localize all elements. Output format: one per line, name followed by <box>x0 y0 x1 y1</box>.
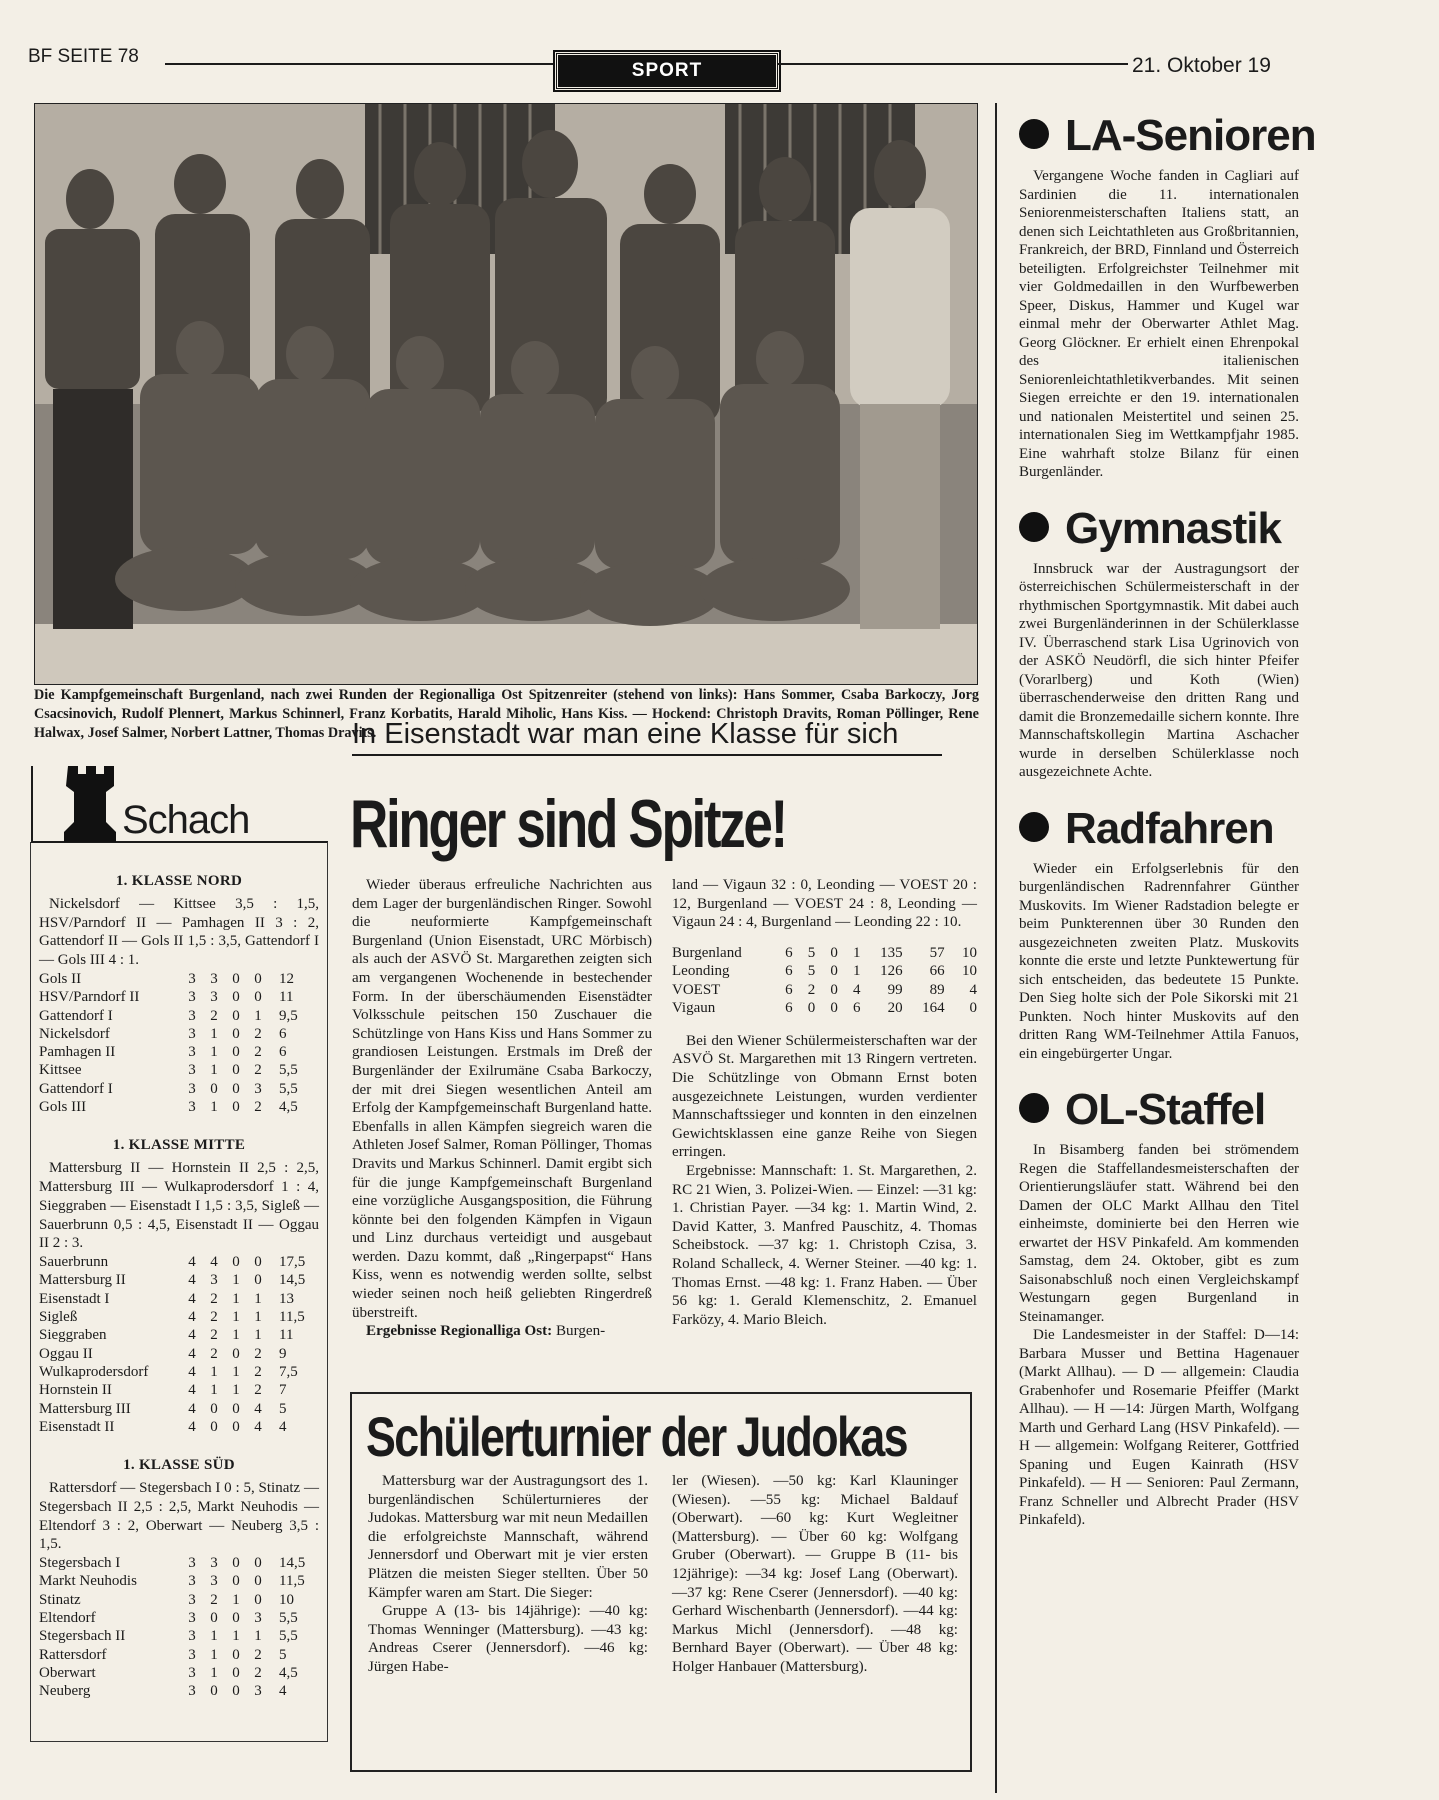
ringer-kicker: In Eisenstadt war man eine Klasse für sich <box>352 718 899 750</box>
table-cell: 2 <box>254 1345 262 1362</box>
table-cell: 1 <box>210 1025 218 1042</box>
table-cell: 5,5 <box>279 1628 298 1645</box>
la-senioren-title <box>1019 111 1439 161</box>
team-name: Eltendorf <box>39 1609 96 1626</box>
ringer-results: land — Vigaun 32 : 0, Leonding — VOEST 20 : 12, Burgenland — VOEST 24 : 8, Leonding — Vigaun 24 : 4, Burgenland — Leonding 22 : 10. <box>672 877 977 931</box>
judo-results: ler (Wiesen). —50 kg: Karl Klauninger (Wiesen). —55 kg: Michael Baldauf (Oberwart). —60 kg: Kurt Wegleitner (Mattersburg). — Über 60 kg: Wolfgang Gruber (Oberwart). — Gruppe B (11- bis 12jährige): —34 kg: Josef Lang (Oberwart). —37 kg: Rene Cserer (Jennersdorf). —40 kg: Gerhard Wischenbarth (Jennersdorf). —44 kg: Markus Michl (Jennersdorf). —48 kg: Bernhard Bayer (Oberwart). — Über 48 kg: Holger Hanbauer (Mattersburg). <box>672 1473 958 1675</box>
schach-column <box>30 842 328 1742</box>
table-cell: 0 <box>254 970 262 987</box>
table-cell: 0 <box>830 1000 838 1017</box>
table-cell: 4 <box>188 1382 196 1399</box>
table-cell: 57 <box>929 944 945 961</box>
team-name: Gattendorf I <box>39 1080 113 1097</box>
table-cell: 1 <box>210 1664 218 1681</box>
table-cell: 4 <box>188 1290 196 1307</box>
table-cell: 2 <box>254 1025 262 1042</box>
ringer-column-1 <box>352 876 652 1341</box>
table-cell: 4 <box>254 1400 262 1417</box>
table-cell: 0 <box>254 989 262 1006</box>
bullet-icon <box>1019 1093 1049 1123</box>
photo-caption: Die Kampfgemeinschaft Burgenland, nach zwei Runden der Regionalliga Ost Spitzenreiter (stehend von links): Hans Sommer, Csaba Barkoczy, Jorg Csacsinovich, Rudolf Plennert, Markus Schinnerl, Franz Korbatits, Harald Miholic, Hans Kiss. — Hockend: Christoph Dravits, Roman Pöllinger, Rene Halwax, Josef Salmer, Norbert Lattner, Thomas Dravits. <box>34 687 979 741</box>
table-cell: 126 <box>880 963 903 980</box>
table-cell: 0 <box>232 1573 240 1590</box>
ol-staffel-title <box>1019 1085 1439 1135</box>
table-cell: 5 <box>279 1400 287 1417</box>
table-row <box>39 1007 319 1025</box>
table-row <box>39 1572 319 1590</box>
ringer-body: Wieder überaus erfreuliche Nachrichten aus dem Lager der burgenländischen Ringer. Sowohl die neuformierte Kampfgemeinschaft Burgenland (Union Eisenstadt, URC Mörbisch) als auch der ASVÖ St. Margarethen zeigten sich am vergangenen Wochenende in bestechender Form. In der überschäumenden Eisenstädter Volksschule peitschen 150 Zuschauer die Schützlinge von Hans Kiss und Hans Sommer zu grandiosen Leistungen. Erstmals im Dreß der Burgenländer der Exilrumäne Csaba Barkoczy, der mit drei Siegen wesentlichen Anteil am Erfolg der Kampfgemeinschaft Burgenland hatte. Ebenfalls in allen Kämpfen siegreich waren die Athleten Josef Salmer, Roman Pöllinger, Thomas Dravits und Markus Schinnerl. Damit ergibt sich für die junge Kampfgemeinschaft Burgenland eine vorzügliche Ausgangsposition, die Führung könnte bei den folgenden Kämpfen in Vigaun und Linz durchaus verteidigt und ausgebaut werden. Dazu kommt, daß „Ringerpapst“ Hans Kiss, wenn es notwendig werden sollte, selbst wieder seinen noch heiß geliebten Ringerdreß überstreift. <box>352 877 652 1321</box>
team-name: Oberwart <box>39 1664 96 1681</box>
team-name: Pamhagen II <box>39 1044 116 1061</box>
radfahren-title <box>1019 804 1439 854</box>
table-cell: 89 <box>929 981 945 998</box>
judo-intro: Mattersburg war der Austragungsort des 1. burgenländischen Schülerturnieres der Judokas. Mattersburg war mit neun Medaillen die erfolgreichste Mannschaft, während Jennersdorf und Oberwart mit je vier ersten Plätzen die meisten Sieger stellten. Über 50 Kämpfer waren am Start. Die Sieger: <box>368 1473 648 1601</box>
gymnastik-text <box>1019 560 1299 782</box>
table-cell: 0 <box>232 1400 240 1417</box>
sued-standings-table <box>39 1554 319 1700</box>
table-row <box>39 1400 319 1418</box>
table-cell: 9,5 <box>279 1007 298 1024</box>
table-row <box>672 944 977 963</box>
table-cell: 3 <box>210 1555 218 1572</box>
table-cell: 12 <box>279 970 294 987</box>
table-cell: 1 <box>232 1591 240 1608</box>
table-cell: 2 <box>254 1099 262 1116</box>
table-row <box>39 1418 319 1436</box>
radfahren-text <box>1019 860 1299 1064</box>
table-cell: 3 <box>188 1573 196 1590</box>
table-cell: 2 <box>210 1309 218 1326</box>
table-cell: 0 <box>232 1007 240 1024</box>
table-cell: 5,5 <box>279 1062 298 1079</box>
table-row <box>39 988 319 1006</box>
table-cell: 4,5 <box>279 1099 298 1116</box>
table-cell: 3 <box>254 1683 262 1700</box>
table-cell: 4 <box>188 1345 196 1362</box>
la-senioren-title-text: LA-Senioren <box>1065 111 1316 160</box>
judo-column-2 <box>672 1472 958 1677</box>
table-cell: 4 <box>188 1327 196 1344</box>
table-cell: 3 <box>210 1573 218 1590</box>
kicker-rule <box>352 754 942 756</box>
table-row <box>39 1627 319 1645</box>
table-cell: 7 <box>279 1382 287 1399</box>
table-cell: 3 <box>188 1080 196 1097</box>
team-name: Eisenstadt II <box>39 1418 115 1435</box>
table-cell: 3 <box>188 1044 196 1061</box>
table-cell: 3 <box>188 1007 196 1024</box>
table-cell: 5 <box>807 944 816 961</box>
table-cell: 0 <box>969 1000 977 1017</box>
table-cell: 0 <box>232 1099 240 1116</box>
ringer-results-tail: Burgen- <box>555 1323 606 1340</box>
table-cell: 0 <box>232 1044 240 1061</box>
table-cell: 1 <box>232 1327 240 1344</box>
table-row <box>39 1609 319 1627</box>
table-row <box>39 1098 319 1116</box>
table-cell: 0 <box>232 1418 240 1435</box>
team-name: Leonding <box>672 963 730 980</box>
table-cell: 4 <box>969 981 977 998</box>
team-name: Rattersdorf <box>39 1646 107 1663</box>
ol-staffel-title-text: OL-Staffel <box>1065 1085 1266 1134</box>
team-name: Sauerbrunn <box>39 1254 109 1271</box>
table-cell: 11,5 <box>279 1573 305 1590</box>
table-cell: 3 <box>188 1555 196 1572</box>
team-name: Eisenstadt I <box>39 1290 110 1307</box>
table-row <box>39 1025 319 1043</box>
table-cell: 3 <box>188 1062 196 1079</box>
table-cell: 0 <box>210 1609 218 1626</box>
table-row <box>672 999 977 1018</box>
table-cell: 3 <box>188 1099 196 1116</box>
table-cell: 1 <box>232 1309 240 1326</box>
table-cell: 6 <box>785 944 793 961</box>
table-cell: 1 <box>232 1272 240 1289</box>
table-cell: 5,5 <box>279 1080 298 1097</box>
team-name: Gattendorf I <box>39 1007 113 1024</box>
ol-staffel-text <box>1019 1141 1299 1530</box>
table-cell: 5 <box>279 1646 287 1663</box>
table-row <box>39 1043 319 1061</box>
team-name: Stegersbach II <box>39 1628 126 1645</box>
team-name: HSV/Parndorf II <box>39 989 140 1006</box>
table-cell: 6 <box>785 963 793 980</box>
table-cell: 6 <box>785 981 793 998</box>
table-cell: 11 <box>279 989 294 1006</box>
table-cell: 1 <box>210 1628 218 1645</box>
team-name: Vigaun <box>672 1000 716 1017</box>
table-row <box>39 1554 319 1572</box>
table-cell: 1 <box>210 1646 218 1663</box>
table-cell: 2 <box>210 1290 218 1307</box>
team-name: Sigleß <box>39 1309 78 1326</box>
table-cell: 6 <box>785 1000 793 1017</box>
table-cell: 0 <box>232 1555 240 1572</box>
table-cell: 3 <box>210 1272 218 1289</box>
mitte-standings-table <box>39 1253 319 1436</box>
schuelermeisterschaft-text: Bei den Wiener Schülermeisterschaften war der ASVÖ St. Margarethen mit 13 Ringern vertreten. Die Schützlinge von Obmann Ernst boten ausgezeichnete Leistungen, wurden verdienter Mannschaftssieger und konnten in den einzelnen Gewichtsklassen eine ganze Reihe von Siegen erringen. <box>672 1032 977 1161</box>
table-cell: 0 <box>254 1573 262 1590</box>
table-cell: 10 <box>962 944 977 961</box>
table-cell: 3 <box>188 1664 196 1681</box>
bullet-icon <box>1019 119 1049 149</box>
issue-date: 21. Oktober 19 <box>1132 54 1271 77</box>
table-cell: 2 <box>210 1345 218 1362</box>
table-row <box>39 1363 319 1381</box>
table-row <box>39 1664 319 1682</box>
team-name: Burgenland <box>672 944 742 961</box>
team-name: VOEST <box>672 981 721 998</box>
mitte-title: 1. KLASSE MITTE <box>112 1137 246 1154</box>
table-cell: 99 <box>887 981 903 998</box>
team-name: Gols III <box>39 1099 87 1116</box>
table-cell: 2 <box>254 1062 262 1079</box>
table-cell: 0 <box>210 1080 218 1097</box>
ringer-results-label: Ergebnisse Regionalliga Ost: <box>366 1323 553 1340</box>
table-row <box>39 1061 319 1079</box>
table-cell: 3 <box>210 970 218 987</box>
ol-staffel-body: In Bisamberg fanden bei strömendem Regen die Staffellandesmeisterschaften der Orientierungsläufer statt. Während bei den Damen der OLC Markt Allhau den Titel einheimste, dominierte bei den Herren wie erwartet der HSV Pinkafeld. Am kommenden Samstag, dem 24. Oktober, gibt es zum Saisonabschluß noch einen Vergleichskampf Westungarn gegen Burgenland in Steinamanger. <box>1019 1142 1299 1325</box>
table-cell: 1 <box>853 944 861 961</box>
table-row <box>672 981 977 1000</box>
table-cell: 2 <box>210 1007 218 1024</box>
table-cell: 4 <box>254 1418 262 1435</box>
team-name: Neuberg <box>39 1683 91 1700</box>
table-cell: 1 <box>210 1062 218 1079</box>
table-cell: 0 <box>232 1609 240 1626</box>
judo-group-a: Gruppe A (13- bis 14jährige): —40 kg: Thomas Wenninger (Mattersburg). —43 kg: Andreas Cserer (Jennersdorf). —46 kg: Jürgen Habe- <box>368 1603 648 1675</box>
schach-logo-text: Schach <box>122 798 250 842</box>
table-cell: 1 <box>232 1363 240 1380</box>
table-cell: 66 <box>929 963 945 980</box>
team-name: Sieggraben <box>39 1327 107 1344</box>
nord-title: 1. KLASSE NORD <box>115 873 243 889</box>
team-name: Stinatz <box>39 1591 81 1608</box>
table-cell: 3 <box>188 1683 196 1700</box>
table-cell: 14,5 <box>279 1555 306 1572</box>
table-cell: 0 <box>232 1025 240 1042</box>
table-cell: 0 <box>232 989 240 1006</box>
table-cell: 0 <box>232 1062 240 1079</box>
table-cell: 4 <box>188 1363 196 1380</box>
table-cell: 9 <box>279 1345 287 1362</box>
table-cell: 2 <box>254 1646 262 1663</box>
nord-standings-table <box>39 970 319 1116</box>
table-cell: 135 <box>880 944 903 961</box>
table-cell: 0 <box>830 981 838 998</box>
table-cell: 1 <box>210 1044 218 1061</box>
mitte-results: Mattersburg II — Hornstein II 2,5 : 2,5, Mattersburg III — Wulkaprodersdorf 1 : 4, Sieggraben — Eisenstadt I 1,5 : 3,5, Sigleß — Sauerbrunn 0,5 : 4,5, Eisenstadt II — Oggau II 2 : 3. <box>39 1160 319 1252</box>
table-cell: 1 <box>254 1007 262 1024</box>
schach-logo <box>30 760 330 846</box>
table-cell: 6 <box>279 1044 287 1061</box>
team-photo-illustration <box>35 104 977 684</box>
table-cell: 4 <box>188 1254 196 1271</box>
table-cell: 0 <box>232 1345 240 1362</box>
table-cell: 2 <box>210 1327 218 1344</box>
table-cell: 3 <box>188 1628 196 1645</box>
table-cell: 0 <box>830 944 838 961</box>
section-label: SPORT <box>555 52 779 90</box>
table-cell: 0 <box>232 1254 240 1271</box>
team-name: Mattersburg III <box>39 1400 131 1417</box>
table-cell: 0 <box>254 1555 262 1572</box>
table-cell: 0 <box>254 1591 262 1608</box>
table-row <box>39 1381 319 1399</box>
team-name: Markt Neuhodis <box>39 1573 137 1590</box>
table-row <box>39 1326 319 1344</box>
table-row <box>39 970 319 988</box>
table-row <box>39 1253 319 1271</box>
radfahren-title-text: Radfahren <box>1065 803 1274 853</box>
judo-headline: Schülerturnier der Judokas <box>366 1405 907 1468</box>
table-cell: 3 <box>188 970 196 987</box>
ol-staffel-results: Die Landesmeister in der Staffel: D—14: Barbara Musser und Bettina Hagenauer (Markt Allhau). — D — allgemein: Claudia Grabenhofer und Rosemarie Pfeiffer (Markt Allhau). — H —14: Jürgen Marth, Wolfgang Marth und Gerhard Lang (HSV Pinkafeld). — H — allgemein: Wolfgang Reiterer, Gottfried Spaning und Eugen Kainrath (HSV Pinkafeld). — H — Senioren: Paul Zermann, Franz Schneller und Albrecht Prader (HSV Pinkafeld). <box>1019 1327 1299 1528</box>
table-cell: 1 <box>254 1290 262 1307</box>
team-name: Oggau II <box>39 1345 93 1362</box>
table-row <box>39 1646 319 1664</box>
table-cell: 4 <box>279 1418 287 1435</box>
sidebar <box>995 103 1316 1793</box>
table-cell: 1 <box>853 963 861 980</box>
table-cell: 1 <box>210 1099 218 1116</box>
table-cell: 5 <box>807 963 816 980</box>
table-cell: 4 <box>853 981 861 998</box>
table-cell: 3 <box>188 1591 196 1608</box>
team-name: Gols II <box>39 970 82 987</box>
team-photo <box>34 103 978 685</box>
team-name: Mattersburg II <box>39 1272 126 1289</box>
table-row <box>39 1682 319 1700</box>
table-cell: 7,5 <box>279 1363 298 1380</box>
table-cell: 0 <box>210 1418 218 1435</box>
table-cell: 13 <box>279 1290 294 1307</box>
table-cell: 3 <box>254 1609 262 1626</box>
table-cell: 5,5 <box>279 1609 298 1626</box>
sued-results: Rattersdorf — Stegersbach I 0 : 5, Stinatz — Stegersbach II 2,5 : 2,5, Markt Neuhodis — Eltendorf 3 : 2, Oberwart — Neuberg 3,5 : 1,5. <box>39 1479 319 1553</box>
table-cell: 0 <box>210 1683 218 1700</box>
header-rule-right <box>778 63 1128 65</box>
table-cell: 4 <box>210 1254 218 1271</box>
table-cell: 2 <box>254 1382 262 1399</box>
table-cell: 4 <box>188 1272 196 1289</box>
la-senioren-body: Vergangene Woche fanden in Cagliari auf Sardinien die 11. internationalen Seniorenmeisterschaften Italiens statt, an denen sich Leichtathleten aus Großbritannien, Frankreich, der BRD, Finnland und Österreich beteiligten. Erfolgreichster Teilnehmer mit vier Goldmedaillen in den Wurfbewerben Speer, Diskus, Hammer und Kugel war einmal mehr der Oberwarter Athlet Mag. Georg Glöckner. Er erhielt einen Ehrenpokal des italienischen Seniorenleichtathletikverbandes. Mit seinen Siegen erreichte er den 19. internationalen und nationalen Meistertitel und seinen 25. internationalen Sieg im Wettkampfjahr 1985. Eine wahrhaft stolze Bilanz für einen Burgenländer. <box>1019 168 1299 480</box>
table-cell: 1 <box>254 1309 262 1326</box>
table-cell: 4,5 <box>279 1664 298 1681</box>
table-cell: 4 <box>279 1683 287 1700</box>
team-name: Wulkaprodersdorf <box>39 1363 149 1380</box>
bullet-icon <box>1019 512 1049 542</box>
table-cell: 1 <box>210 1382 218 1399</box>
gymnastik-title <box>1019 504 1439 554</box>
radfahren-body: Wieder ein Erfolgserlebnis für den burgenländischen Radrennfahrer Günther Muskovits. Im Wiener Radstadion belegte er beim Punkterennen über 30 Runden den ausgezeichneten zweiten Platz. Muskovits konnte die erste und letzte Punktewertung für sich entscheiden, das bedeutete 15 Punkte. Den Sieg holte sich der Pole Sikorski mit 21 Punkten. Noch hinter Muskovits auf den dritten Rang WM-Teilnehmer Attila Fanuos, ein eingebürgerter Ungar. <box>1019 860 1299 1062</box>
table-cell: 20 <box>887 1000 903 1017</box>
table-cell: 0 <box>232 1683 240 1700</box>
table-cell: 0 <box>807 1000 816 1017</box>
table-cell: 17,5 <box>279 1254 306 1271</box>
table-cell: 0 <box>830 963 838 980</box>
table-row <box>39 1271 319 1289</box>
table-row <box>39 1591 319 1609</box>
table-cell: 6 <box>853 1000 861 1017</box>
table-cell: 1 <box>254 1628 262 1645</box>
ringer-standings-table <box>672 944 977 1018</box>
table-cell: 0 <box>254 1272 262 1289</box>
nord-results: Nickelsdorf — Kittsee 3,5 : 1,5, HSV/Parndorf II — Pamhagen II 3 : 2, Gattendorf II — Gols II 1,5 : 3,5, Gattendorf I — Gols III 4 : 1. <box>39 895 319 969</box>
table-cell: 11 <box>279 1327 294 1344</box>
table-cell: 3 <box>188 1609 196 1626</box>
team-name: Nickelsdorf <box>39 1025 110 1042</box>
table-cell: 1 <box>254 1327 262 1344</box>
bullet-icon <box>1019 812 1049 842</box>
la-senioren-text <box>1019 167 1299 482</box>
table-cell: 1 <box>210 1363 218 1380</box>
table-cell: 1 <box>232 1382 240 1399</box>
gymnastik-body: Innsbruck war der Austragungsort der österreichischen Schülermeisterschaft in der rhythmischen Sportgymnastik. Mit dabei auch zwei Burgenländerinnen in der Schülerklasse IV. Überraschend stark Lisa Ugrinovich von der ASKÖ Neudörfl, die sich hinter Pfeifer (Vorarlberg) und Koth (Wien) überraschenderweise den dritten Rang und damit die Bronzemedaille sichern konnte. Ihre Mannschaftskollegin Martina Aschacher wurde in derselben Schülerklasse noch ausgezeichnete Achte. <box>1019 560 1299 780</box>
team-name: Kittsee <box>39 1062 82 1079</box>
table-cell: 0 <box>232 970 240 987</box>
table-row <box>39 1345 319 1363</box>
table-row <box>39 1290 319 1308</box>
table-cell: 2 <box>254 1044 262 1061</box>
schuelermeisterschaft-results: Ergebnisse: Mannschaft: 1. St. Margarethen, 2. RC 21 Wien, 3. Polizei-Wien. — Einzel: —31 kg: 1. Christian Payer. —34 kg: 1. Martin Wind, 2. David Katter, 3. Manfred Pauschitz, 4. Thomas Scheibstock. —37 kg: 1. Christoph Czisa, 3. Roland Schalleck, 4. Werner Steiner. —40 kg: 1. Thomas Ernst. —48 kg: 1. Franz Haben. — Über 56 kg: 1. Gerald Klemenschitz, 2. Emanuel Farközy, 4. Mario Bleich. <box>672 1162 977 1328</box>
team-name: Stegersbach I <box>39 1555 121 1572</box>
header-rule-left <box>165 63 553 65</box>
table-cell: 0 <box>232 1646 240 1663</box>
table-cell: 10 <box>279 1591 294 1608</box>
ringer-column-2 <box>672 876 977 1329</box>
table-cell: 2 <box>210 1591 218 1608</box>
gymnastik-title-text: Gymnastik <box>1065 503 1281 553</box>
table-cell: 1 <box>232 1290 240 1307</box>
table-cell: 0 <box>232 1080 240 1097</box>
table-cell: 10 <box>962 963 977 980</box>
table-cell: 0 <box>232 1664 240 1681</box>
table-cell: 4 <box>188 1400 196 1417</box>
table-cell: 3 <box>188 1646 196 1663</box>
table-cell: 1 <box>232 1628 240 1645</box>
judo-column-1 <box>368 1472 648 1677</box>
table-cell: 2 <box>807 981 816 998</box>
table-cell: 3 <box>188 989 196 1006</box>
table-cell: 2 <box>254 1664 262 1681</box>
table-cell: 11,5 <box>279 1309 305 1326</box>
table-row <box>39 1308 319 1326</box>
table-cell: 3 <box>188 1025 196 1042</box>
sued-title: 1. KLASSE SÜD <box>123 1457 235 1474</box>
table-cell: 164 <box>922 1000 945 1017</box>
table-cell: 3 <box>210 989 218 1006</box>
table-cell: 14,5 <box>279 1272 306 1289</box>
table-cell: 4 <box>188 1309 196 1326</box>
table-row <box>39 1080 319 1098</box>
table-cell: 3 <box>254 1080 262 1097</box>
table-cell: 0 <box>254 1254 262 1271</box>
ringer-headline: Ringer sind Spitze! <box>350 786 786 862</box>
table-cell: 6 <box>279 1025 287 1042</box>
table-cell: 4 <box>188 1418 196 1435</box>
table-cell: 0 <box>210 1400 218 1417</box>
team-name: Hornstein II <box>39 1382 112 1399</box>
table-row <box>672 962 977 981</box>
table-cell: 2 <box>254 1363 262 1380</box>
page-number: BF SEITE 78 <box>28 46 139 67</box>
